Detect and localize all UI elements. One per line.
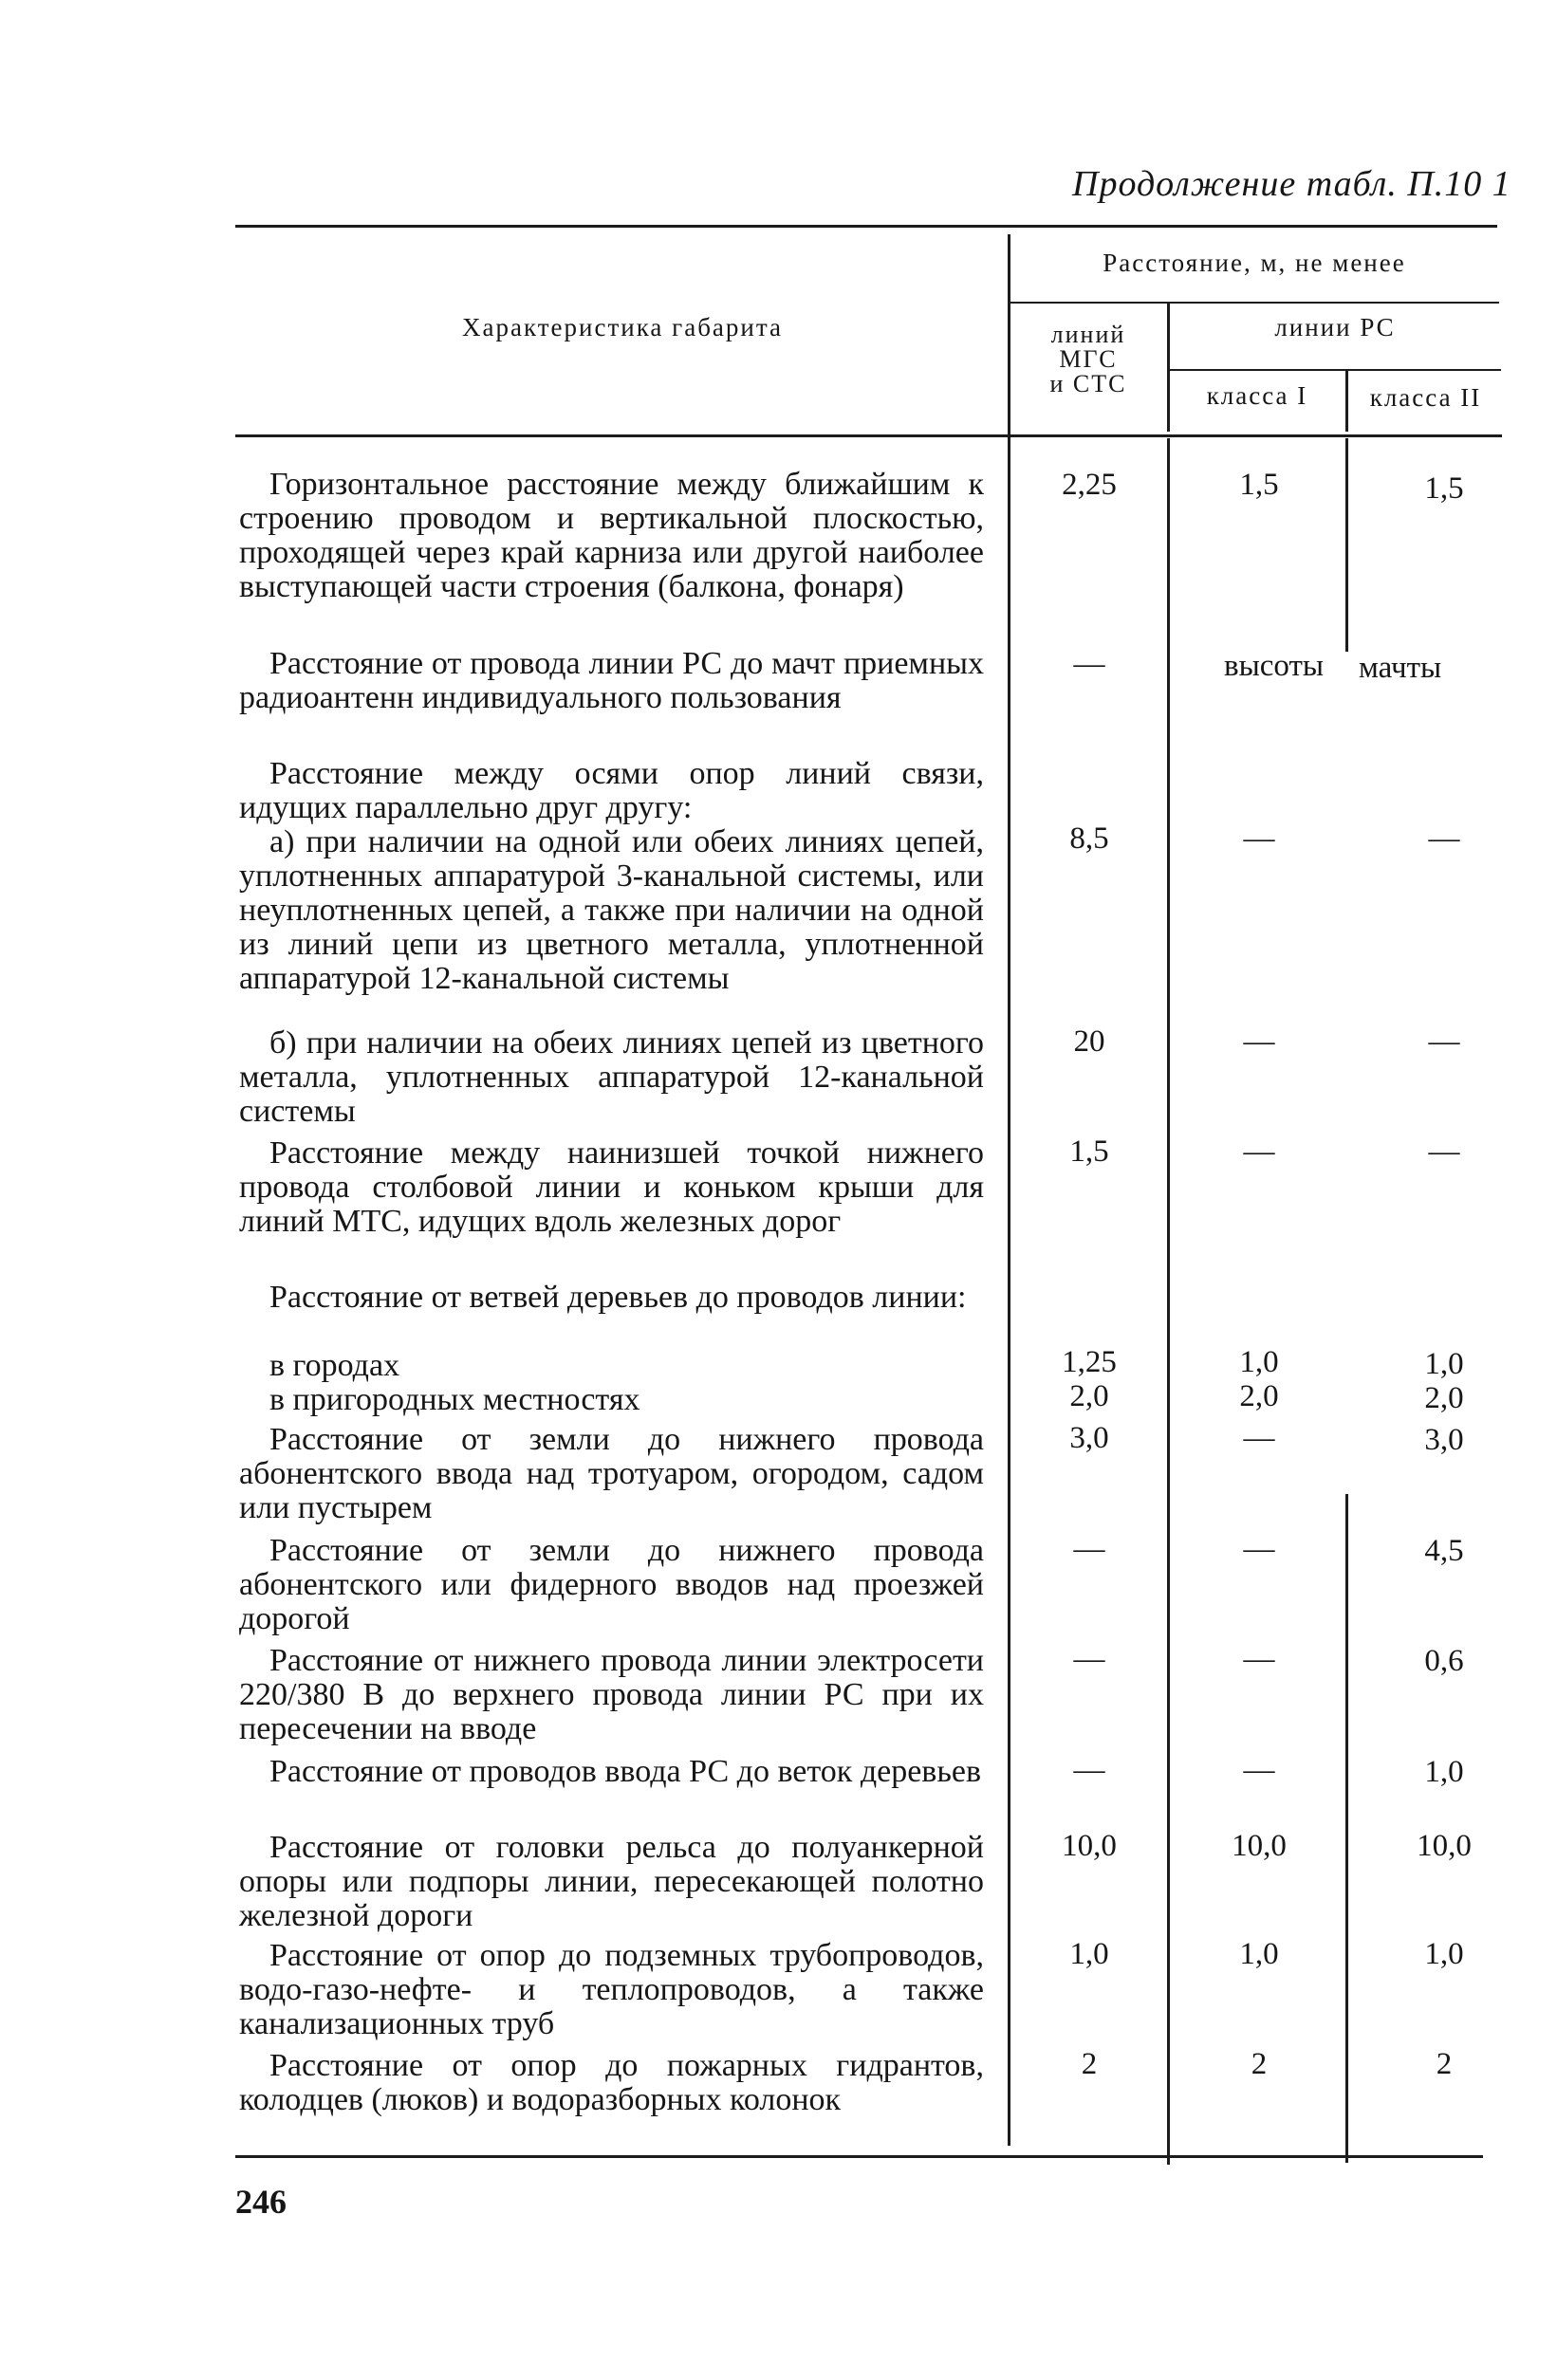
row-value-class-2: 2,0 [1424, 1381, 1464, 1415]
row-value-mgs: 10,0 [1062, 1829, 1117, 1863]
table-row [239, 1349, 984, 1383]
row-description: Расстояние от опор до пожарных гидрантов, колодцев (люков) и водоразборных колонок [239, 2048, 984, 2117]
row-value-class-1: — [1243, 1024, 1275, 1059]
table-row [239, 1755, 984, 1789]
row-value-class-1: — [1243, 1421, 1275, 1455]
header-lines-rs: линии РС [1274, 313, 1396, 341]
row-value-class-2: 1,0 [1424, 1937, 1464, 1971]
row-value-mgs: 20 [1073, 1024, 1105, 1059]
header-class-1: класса I [1206, 381, 1308, 410]
row-value-mgs: 2,25 [1062, 468, 1117, 502]
row-value-class-2: мачты [1359, 651, 1442, 685]
header-lines-mgs-line2: МГС [1059, 345, 1118, 373]
row-value-class-2: 1,0 [1424, 1755, 1464, 1789]
table-row [239, 757, 984, 825]
row-value-class-1: 1,5 [1239, 468, 1279, 502]
row-value-class-1: — [1243, 1753, 1275, 1787]
table-row [239, 2049, 984, 2117]
row-value-class-2: 10,0 [1417, 1829, 1472, 1863]
row-description: в городах [269, 1348, 400, 1383]
row-value-mgs: 8,5 [1069, 821, 1109, 856]
row-value-mgs: 3,0 [1069, 1421, 1109, 1455]
header-lines-mgs-line3: и СТС [1049, 370, 1127, 397]
table-bottom-rule [235, 2155, 1483, 2158]
row-value-class-1: — [1243, 821, 1275, 856]
header-lines-mgs-line1: линий [1050, 321, 1126, 348]
table-continuation-caption: Продолжение табл. П.10 1 [1072, 164, 1511, 204]
table-row [239, 1026, 984, 1129]
row-description: Расстояние от ветвей деревьев до проводов линии: [269, 1280, 967, 1315]
row-value-class-2: 3,0 [1424, 1423, 1464, 1457]
row-description: в пригородных местностях [269, 1382, 640, 1417]
row-description: Расстояние от нижнего провода линии электросети 220/380 В до верхнего провода линии РС при их пересечении на вводе [239, 1643, 984, 1746]
distance-subheader-rule [1010, 302, 1499, 304]
row-value-class-1: — [1243, 1135, 1275, 1169]
row-value-class-2: — [1428, 821, 1460, 856]
row-description: Расстояние от провода линии РС до мачт приемных радиоантенн индивидуального пользования [239, 646, 984, 715]
row-value-class-1: 10,0 [1232, 1829, 1287, 1863]
row-value-mgs: 2,0 [1069, 1379, 1109, 1413]
row-value-class-1: высоты [1224, 649, 1325, 683]
header-characteristic: Характеристика габарита [462, 313, 783, 341]
row-value-class-2: 0,6 [1424, 1644, 1464, 1678]
row-value-mgs: — [1073, 1642, 1105, 1676]
row-value-mgs: 1,0 [1069, 1937, 1109, 1971]
row-description: Расстояние между осями опор линий связи, идущих параллельно друг другу: [239, 756, 984, 825]
table-row [239, 1136, 984, 1239]
header-lines-mgs [1010, 323, 1167, 397]
table-top-rule [235, 225, 1497, 228]
row-value-mgs: — [1073, 1753, 1105, 1787]
table-row [239, 468, 984, 604]
row-value-mgs: 1,25 [1062, 1345, 1117, 1379]
row-description: Расстояние от проводов ввода РС до веток деревьев [269, 1754, 982, 1789]
row-value-mgs: — [1073, 647, 1105, 681]
row-description: Расстояние от опор до подземных трубопроводов, водо-газо-нефте- и теплопроводов, а также канализационных труб [239, 1938, 984, 2041]
row-value-class-2: 2 [1436, 2047, 1453, 2081]
table-row [239, 1281, 984, 1315]
row-description: Расстояние от земли до нижнего провода абонентского или фидерного вводов над проезжей дорогой [239, 1533, 984, 1636]
table-row [239, 1534, 984, 1636]
row-value-class-2: — [1428, 1024, 1460, 1059]
row-value-class-2: 1,5 [1424, 471, 1464, 506]
row-description: Расстояние от земли до нижнего провода абонентского ввода над тротуаром, огородом, садом или пустырем [239, 1422, 984, 1525]
header-class-2: класса II [1369, 383, 1482, 412]
column-divider-mgs-body [1167, 438, 1170, 2165]
row-description: б) при наличии на обеих линиях цепей из цветного металла, уплотненных аппаратурой 12-канальной системы [239, 1025, 984, 1129]
row-description: Горизонтальное расстояние между ближайшим к строению проводом и вертикальной плоскостью, проходящей через край карниза или другой наиболее выступающей части строения (балкона, фонаря) [239, 467, 984, 604]
row-value-class-1: — [1243, 1642, 1275, 1676]
page-number: 246 [235, 2183, 287, 2221]
table-row [239, 1831, 984, 1933]
row-value-class-1: 2 [1251, 2047, 1268, 2081]
row-value-mgs: — [1073, 1532, 1105, 1566]
row-value-class-2: 1,0 [1424, 1347, 1464, 1381]
row-value-class-2: 4,5 [1424, 1534, 1464, 1568]
row-value-class-1: 2,0 [1239, 1379, 1279, 1413]
row-value-mgs: 2 [1081, 2047, 1098, 2081]
row-value-mgs: 1,5 [1069, 1135, 1109, 1169]
table-row [239, 825, 984, 996]
row-value-class-1: — [1243, 1532, 1275, 1566]
table-row [239, 1644, 984, 1746]
header-distance: Расстояние, м, не менее [1103, 249, 1406, 277]
row-description: а) при наличии на одной или обеих линиях цепей, уплотненных аппаратурой 3-канальной системы, или неуплотненных цепей, а также при наличии на одной из линий цепи из цветного металла, уплотненной аппаратурой 12-канальной системы [239, 824, 984, 996]
row-value-class-1: 1,0 [1239, 1345, 1279, 1379]
table-row [239, 1383, 984, 1417]
row-description: Расстояние от головки рельса до полуанкерной опоры или подпоры линии, пересекающей полотно железной дороги [239, 1830, 984, 1933]
table-row [239, 647, 984, 715]
row-description: Расстояние между наинизшей точкой нижнего провода столбовой линии и коньком крыши для линий МТС, идущих вдоль железных дорог [239, 1135, 984, 1239]
rs-subheader-rule [1169, 369, 1501, 371]
row-value-class-2: — [1428, 1135, 1460, 1169]
table-row [239, 1939, 984, 2041]
row-value-class-1: 1,0 [1239, 1937, 1279, 1971]
header-bottom-rule [235, 434, 1502, 437]
table-row [239, 1423, 984, 1525]
